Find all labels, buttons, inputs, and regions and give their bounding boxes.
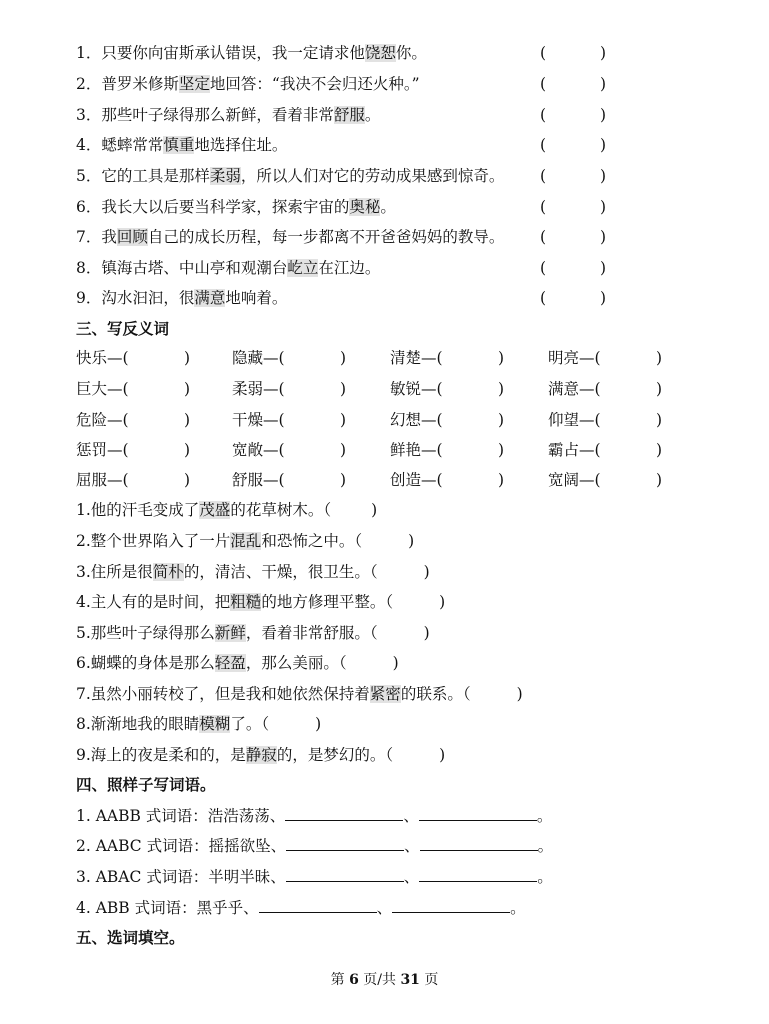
answer-paren[interactable]: ( ) xyxy=(540,136,607,154)
highlighted-word: 柔弱 xyxy=(209,167,241,185)
highlighted-word: 静寂 xyxy=(245,746,277,764)
antonym-cell[interactable]: 干燥—( ) xyxy=(232,411,347,429)
highlighted-word: 满意 xyxy=(194,289,226,307)
antonym-cell[interactable]: 霸占—( ) xyxy=(548,441,663,459)
highlighted-word: 舒服 xyxy=(333,106,365,124)
list-item: 9.海上的夜是柔和的，是静寂的，是梦幻的。（ ) xyxy=(76,746,446,764)
section-heading: 五、选词填空。 xyxy=(76,929,185,947)
answer-paren[interactable]: ( ) xyxy=(540,106,607,124)
list-item: 7．我回顾自己的成长历程，每一步都离不开爸爸妈妈的教导。 xyxy=(76,228,505,246)
answer-blank[interactable] xyxy=(286,836,404,851)
list-item: 8.渐渐地我的眼睛模糊了。（ ) xyxy=(76,715,322,733)
list-item: 4．蟋蟀常常慎重地选择住址。 xyxy=(76,136,288,154)
antonym-cell[interactable]: 危险—( ) xyxy=(76,411,191,429)
list-item: 1. AABB 式词语：浩浩荡荡、 、 。 xyxy=(76,807,553,825)
antonym-cell[interactable]: 幻想—( ) xyxy=(390,411,505,429)
antonym-cell[interactable]: 屈服—( ) xyxy=(76,471,191,489)
antonym-cell[interactable]: 宽敞—( ) xyxy=(232,441,347,459)
highlighted-word: 慎重 xyxy=(163,136,195,154)
answer-blank[interactable] xyxy=(285,806,403,821)
list-item: 9．沟水汩汩，很满意地响着。 xyxy=(76,289,288,307)
highlighted-word: 模糊 xyxy=(199,715,231,733)
antonym-cell[interactable]: 隐藏—( ) xyxy=(232,349,347,367)
answer-blank[interactable] xyxy=(259,898,377,913)
page-number: 6 xyxy=(349,972,359,988)
antonym-cell[interactable]: 明亮—( ) xyxy=(548,349,663,367)
antonym-cell[interactable]: 清楚—( ) xyxy=(390,349,505,367)
section-heading: 四、照样子写词语。 xyxy=(76,776,216,794)
answer-paren[interactable]: ( ) xyxy=(540,44,607,62)
answer-blank[interactable] xyxy=(392,898,510,913)
answer-blank[interactable] xyxy=(419,867,537,882)
highlighted-word: 屹立 xyxy=(287,259,319,277)
list-item: 6.蝴蝶的身体是那么轻盈，那么美丽。（ ) xyxy=(76,654,399,672)
page-total: 31 xyxy=(400,972,420,988)
highlighted-word: 奥秘 xyxy=(349,198,381,216)
list-item: 4. ABB 式词语：黑乎乎、 、 。 xyxy=(76,899,526,917)
antonym-cell[interactable]: 快乐—( ) xyxy=(76,349,191,367)
list-item: 5.那些叶子绿得那么新鲜，看着非常舒服。（ ) xyxy=(76,624,430,642)
page-footer: 第 6 页/共 31 页 xyxy=(330,972,439,988)
highlighted-word: 新鲜 xyxy=(214,624,246,642)
answer-paren[interactable]: ( ) xyxy=(540,289,607,307)
answer-paren[interactable]: ( ) xyxy=(540,228,607,246)
answer-paren[interactable]: ( ) xyxy=(540,259,607,277)
highlighted-word: 粗糙 xyxy=(230,593,262,611)
highlighted-word: 茂盛 xyxy=(199,501,231,519)
highlighted-word: 轻盈 xyxy=(214,654,246,672)
answer-paren[interactable]: ( ) xyxy=(540,75,607,93)
list-item: 6．我长大以后要当科学家，探索宇宙的奥秘。 xyxy=(76,198,396,216)
antonym-cell[interactable]: 舒服—( ) xyxy=(232,471,347,489)
answer-blank[interactable] xyxy=(419,806,537,821)
antonym-cell[interactable]: 满意—( ) xyxy=(548,380,663,398)
list-item: 1．只要你向宙斯承认错误，我一定请求他饶恕你。 xyxy=(76,44,427,62)
highlighted-word: 简朴 xyxy=(152,563,184,581)
answer-paren[interactable]: ( ) xyxy=(540,198,607,216)
answer-blank[interactable] xyxy=(286,867,404,882)
section-heading: 三、写反义词 xyxy=(76,320,170,338)
antonym-cell[interactable]: 仰望—( ) xyxy=(548,411,663,429)
list-item: 2. AABC 式词语：摇摇欲坠、 、 。 xyxy=(76,837,554,855)
highlighted-word: 坚定 xyxy=(178,75,210,93)
list-item: 3.住所是很简朴的，清洁、干燥，很卫生。（ ) xyxy=(76,563,430,581)
antonym-cell[interactable]: 宽阔—( ) xyxy=(548,471,663,489)
list-item: 7.虽然小丽转校了，但是我和她依然保持着紧密的联系。（ ) xyxy=(76,685,523,703)
list-item: 3. ABAC 式词语：半明半昧、 、 。 xyxy=(76,868,553,886)
answer-blank[interactable] xyxy=(420,836,538,851)
answer-paren[interactable]: ( ) xyxy=(540,167,607,185)
list-item: 2．普罗米修斯坚定地回答：“我决不会归还火种。” xyxy=(76,75,420,93)
antonym-cell[interactable]: 创造—( ) xyxy=(390,471,505,489)
list-item: 2.整个世界陷入了一片混乱和恐怖之中。（ ) xyxy=(76,532,415,550)
antonym-cell[interactable]: 惩罚—( ) xyxy=(76,441,191,459)
list-item: 1.他的汗毛变成了茂盛的花草树木。（ ) xyxy=(76,501,378,519)
highlighted-word: 回顾 xyxy=(116,228,148,246)
highlighted-word: 混乱 xyxy=(230,532,262,550)
antonym-cell[interactable]: 柔弱—( ) xyxy=(232,380,347,398)
highlighted-word: 紧密 xyxy=(369,685,401,703)
list-item: 8．镇海古塔、中山亭和观潮台屹立在江边。 xyxy=(76,259,381,277)
antonym-cell[interactable]: 鲜艳—( ) xyxy=(390,441,505,459)
list-item: 5．它的工具是那样柔弱，所以人们对它的劳动成果感到惊奇。 xyxy=(76,167,505,185)
list-item: 4.主人有的是时间，把粗糙的地方修理平整。（ ) xyxy=(76,593,446,611)
antonym-cell[interactable]: 巨大—( ) xyxy=(76,380,191,398)
antonym-cell[interactable]: 敏锐—( ) xyxy=(390,380,505,398)
highlighted-word: 饶恕 xyxy=(364,44,396,62)
list-item: 3．那些叶子绿得那么新鲜，看着非常舒服。 xyxy=(76,106,381,124)
